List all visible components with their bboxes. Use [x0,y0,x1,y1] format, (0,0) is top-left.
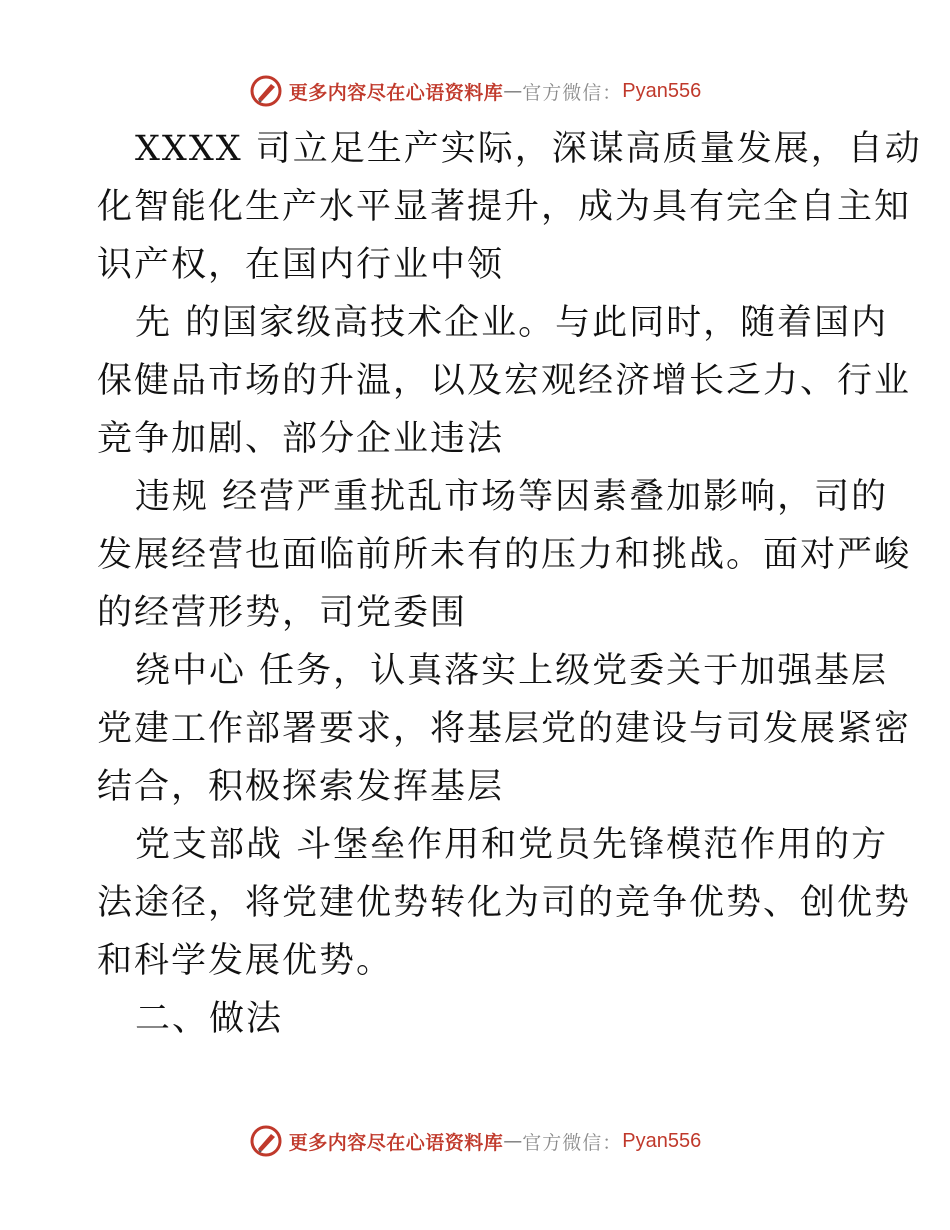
watermark-wechat-id: Pyan556 [622,1129,702,1152]
text-line: 的经营形势，司党委围 [97,593,468,633]
document-body [97,120,922,1048]
pen-logo-icon [249,74,283,108]
watermark-wechat-id: Pyan556 [622,79,702,102]
header-watermark [0,71,950,111]
watermark-separator: — [503,80,523,102]
text-line: 党支部战 斗堡垒作用和党员先锋模范作用的方 [135,825,889,865]
text-line: 绕中心 任务，认真落实上级党委关于加强基层 [135,651,889,691]
text-line: 保健品市场的升温，以及宏观经济增长乏力、行业 [97,361,912,401]
text-line: 结合，积极探索发挥基层 [97,767,505,807]
text-line: 党建工作部署要求，将基层党的建设与司发展紧密 [97,709,912,749]
footer-watermark [0,1121,950,1161]
text-line: 发展经营也面临前所未有的压力和挑战。面对严峻 [97,535,912,575]
text-line: 化智能化生产水平显著提升，成为具有完全自主知 [97,187,912,227]
text-line: 竞争加剧、部分企业违法 [97,419,505,459]
text-line: 违规 经营严重扰乱市场等因素叠加影响，司的 [135,477,889,517]
pen-logo-icon [249,1124,283,1158]
watermark-wechat-label: 官方微信： [522,1131,623,1154]
section-heading: 二、做法 [135,999,284,1039]
text-line: XXXX 司立足生产实际，深谋高质量发展，自动 [135,129,922,169]
watermark-separator: — [503,1130,523,1152]
text-line: 识产权，在国内行业中领 [97,245,505,285]
text-line: 和科学发展优势。 [97,941,394,981]
text-line: 法途径，将党建优势转化为司的竞争优势、创优势 [97,883,912,923]
watermark-brand-text: 更多内容尽在心语资料库 [288,81,504,104]
watermark-wechat-label: 官方微信： [522,81,623,104]
watermark-brand-text: 更多内容尽在心语资料库 [288,1131,504,1154]
text-line: 先 的国家级高技术企业。与此同时，随着国内 [135,303,889,343]
